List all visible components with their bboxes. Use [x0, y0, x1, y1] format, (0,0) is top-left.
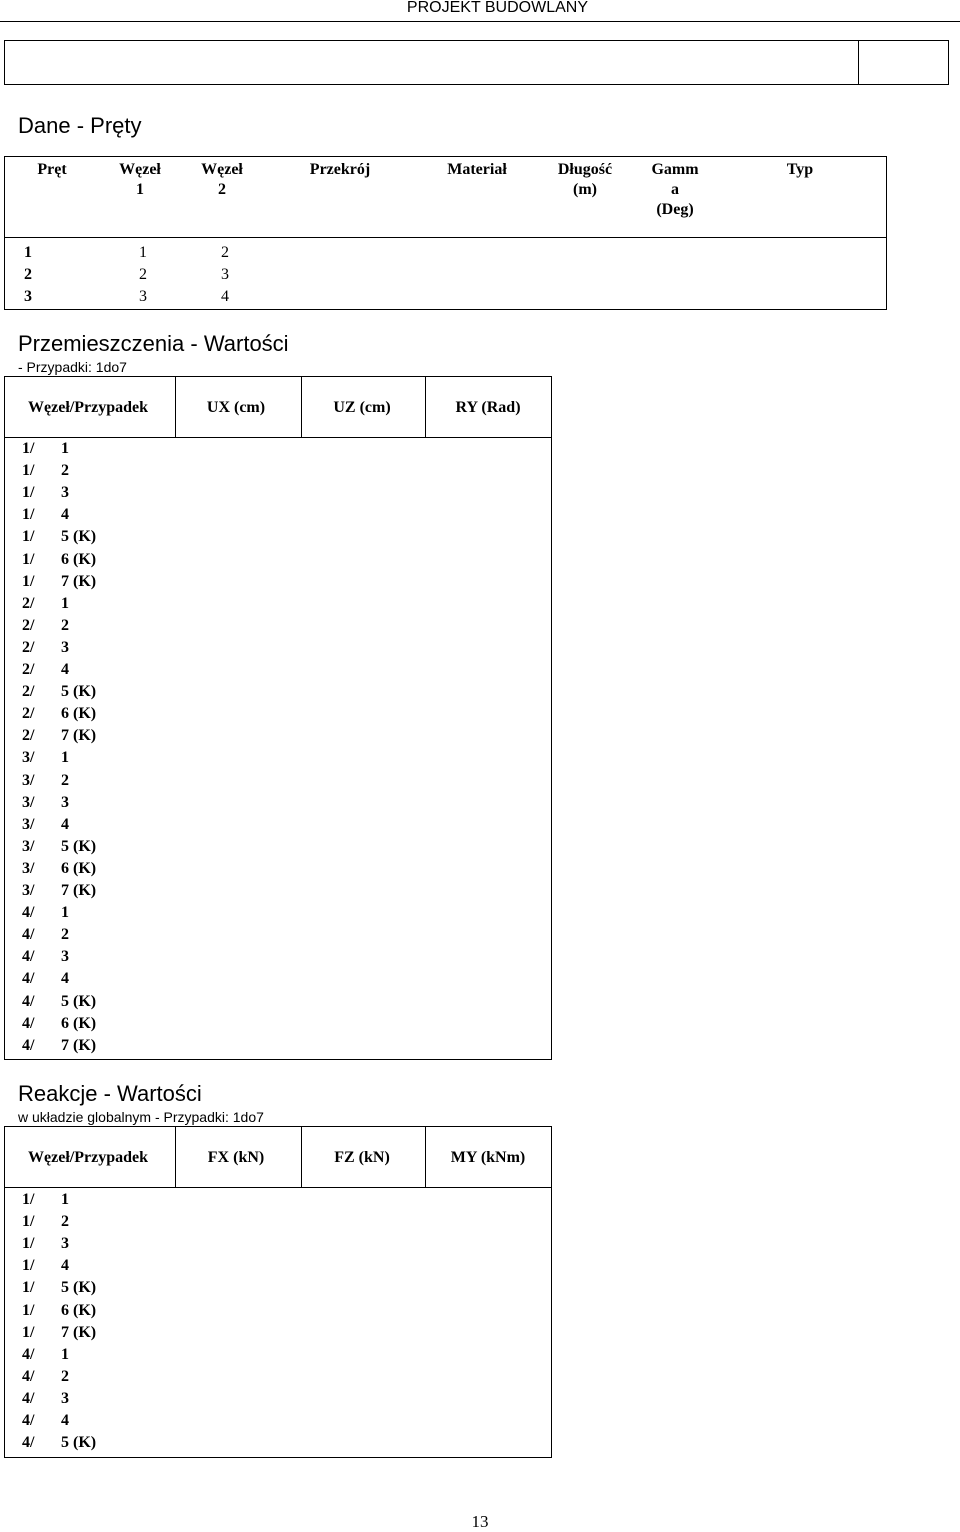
przem-cell: 7 (K) — [61, 1036, 97, 1054]
top-summary-row — [4, 40, 949, 85]
przem-cell: 2 — [61, 462, 69, 480]
przem-cell: 3/ — [22, 837, 35, 855]
reakcje-cell: 4/ — [22, 1389, 35, 1407]
przem-cell: 4 — [61, 970, 69, 988]
reakcje-cell: 1/ — [22, 1301, 35, 1319]
reakcje-cell: 1/ — [22, 1191, 35, 1208]
przem-cell: 1/ — [22, 506, 35, 524]
przem-cell: 2/ — [22, 594, 35, 612]
page-number: 13 — [471, 1512, 489, 1531]
reakcje-cell: 6 (K) — [61, 1301, 97, 1319]
przem-cell: 1 — [61, 749, 69, 767]
prety-cell: 1 — [139, 244, 147, 261]
przem-cell: 1/ — [22, 572, 35, 590]
przem-col-header: UX (cm) — [206, 399, 266, 416]
prety-col-header: Pręt — [37, 161, 67, 178]
przem-cell: 1/ — [22, 528, 35, 546]
prety-cell: 2 — [139, 266, 147, 283]
przem-cell: 4/ — [22, 992, 35, 1010]
prety-col-header: Materiał — [447, 161, 507, 178]
reakcje-cell: 3 — [61, 1389, 69, 1407]
przem-cell: 5 (K) — [61, 683, 97, 701]
reakcje-cell: 4/ — [22, 1412, 35, 1429]
page-header — [0, 0, 960, 22]
przem-cell: 4 — [61, 506, 69, 524]
reakcje-subtitle: w układzie globalnym - Przypadki: 1do7 — [18, 1109, 264, 1125]
reakcje-col-header: FX (kN) — [207, 1149, 265, 1166]
reakcje-cell: 7 (K) — [61, 1323, 97, 1341]
przem-cell: 1/ — [22, 462, 35, 480]
przem-cell: 3/ — [22, 815, 35, 833]
przem-cell: 2/ — [22, 638, 35, 656]
reakcje-col-header: Węzeł/Przypadek — [28, 1149, 148, 1166]
przem-cell: 3/ — [22, 749, 35, 767]
reakcje-cell: 5 (K) — [61, 1279, 97, 1297]
przem-col-header: UZ (cm) — [333, 399, 391, 416]
przem-cell: 2 — [61, 771, 69, 789]
prety-col-header: Węzeł 2 — [201, 161, 243, 198]
reakcje-cell: 1/ — [22, 1235, 35, 1253]
przem-col-header: Węzeł/Przypadek — [28, 399, 148, 416]
prety-cell: 3 — [221, 266, 229, 283]
przem-cell: 1/ — [22, 550, 35, 568]
przem-cell: 3/ — [22, 793, 35, 811]
reakcje-header-rule — [5, 1187, 551, 1188]
prety-col-header: Przekrój — [309, 161, 371, 178]
reakcje-cell: 2 — [61, 1367, 69, 1385]
reakcje-cell: 1/ — [22, 1257, 35, 1275]
przem-cell: 4 — [61, 661, 69, 678]
przem-cell: 6 (K) — [61, 859, 97, 877]
przem-cell: 2/ — [22, 661, 35, 678]
przem-cell: 3 — [61, 484, 69, 502]
przem-cell: 5 (K) — [61, 992, 97, 1010]
reakcje-cell: 1 — [61, 1345, 69, 1363]
section-title-prety: Dane - Pręty — [18, 113, 142, 138]
przem-cell: 4/ — [22, 1036, 35, 1054]
prety-col-header: Gamm a (Deg) — [651, 161, 699, 218]
przem-cell: 2/ — [22, 616, 35, 634]
przemieszczenia-col-divider — [425, 377, 426, 437]
prety-cell: 3 — [24, 288, 32, 305]
reakcje-col-divider — [425, 1127, 426, 1187]
przem-cell: 3 — [61, 638, 69, 656]
reakcje-cell: 1/ — [22, 1279, 35, 1297]
reakcje-cell: 2 — [61, 1213, 69, 1231]
przem-cell: 2 — [61, 616, 69, 634]
prety-cell: 1 — [24, 244, 32, 261]
przem-cell: 4/ — [22, 904, 35, 922]
przem-cell: 2 — [61, 926, 69, 944]
prety-cell: 4 — [221, 288, 229, 305]
przemieszczenia-header-rule — [5, 437, 551, 438]
przem-cell: 3/ — [22, 771, 35, 789]
przem-cell: 1 — [61, 440, 69, 457]
header-title: PROJEKT BUDOWLANY — [406, 0, 588, 16]
przem-cell: 1/ — [22, 484, 35, 502]
przem-cell: 3/ — [22, 882, 35, 899]
przem-cell: 5 (K) — [61, 837, 97, 855]
przem-cell: 5 (K) — [61, 528, 97, 546]
przem-cell: 2/ — [22, 705, 35, 723]
reakcje-cell: 4/ — [22, 1345, 35, 1363]
reakcje-cell: 5 (K) — [61, 1434, 97, 1452]
przem-cell: 2/ — [22, 727, 35, 745]
reakcje-cell: 4 — [61, 1257, 69, 1275]
przem-cell: 4/ — [22, 1014, 35, 1032]
przem-cell: 2/ — [22, 683, 35, 701]
reakcje-cell: 1/ — [22, 1323, 35, 1341]
prety-col-header: Typ — [786, 161, 814, 178]
przem-cell: 3 — [61, 948, 69, 966]
przem-cell: 4 — [61, 815, 69, 833]
przemieszczenia-subtitle: - Przypadki: 1do7 — [18, 359, 127, 375]
przem-cell: 6 (K) — [61, 1014, 97, 1032]
reakcje-cell: 1 — [61, 1191, 69, 1208]
reakcje-cell: 4/ — [22, 1434, 35, 1452]
section-title-reakcje: Reakcje - Wartości — [18, 1081, 202, 1106]
przem-cell: 6 (K) — [61, 550, 97, 568]
przem-cell: 1 — [61, 904, 69, 922]
reakcje-cell: 1/ — [22, 1213, 35, 1231]
reakcje-cell: 4 — [61, 1412, 69, 1429]
przem-cell: 3 — [61, 793, 69, 811]
reakcje-cell: 3 — [61, 1235, 69, 1253]
przem-cell: 4/ — [22, 948, 35, 966]
reakcje-cell: 4/ — [22, 1367, 35, 1385]
reakcje-col-header: FZ (kN) — [334, 1149, 390, 1166]
prety-cell: 3 — [139, 288, 147, 305]
przem-cell: 6 (K) — [61, 705, 97, 723]
przem-cell: 7 (K) — [61, 882, 97, 899]
top-row-divider — [858, 41, 859, 84]
prety-cell: 2 — [221, 244, 229, 261]
przem-col-header: RY (Rad) — [455, 399, 521, 416]
reakcje-col-header: MY (kNm) — [450, 1149, 526, 1166]
prety-header-rule — [5, 237, 886, 238]
prety-cell: 2 — [24, 266, 32, 283]
przem-cell: 3/ — [22, 859, 35, 877]
przem-cell: 7 (K) — [61, 572, 97, 590]
section-title-przemieszczenia: Przemieszczenia - Wartości — [18, 331, 289, 356]
prety-col-header: Długość (m) — [557, 161, 613, 198]
prety-col-header: Węzeł 1 — [119, 161, 161, 198]
przem-cell: 1 — [61, 594, 69, 612]
przem-cell: 4/ — [22, 970, 35, 988]
przem-cell: 1/ — [22, 440, 35, 457]
przem-cell: 7 (K) — [61, 727, 97, 745]
przem-cell: 4/ — [22, 926, 35, 944]
